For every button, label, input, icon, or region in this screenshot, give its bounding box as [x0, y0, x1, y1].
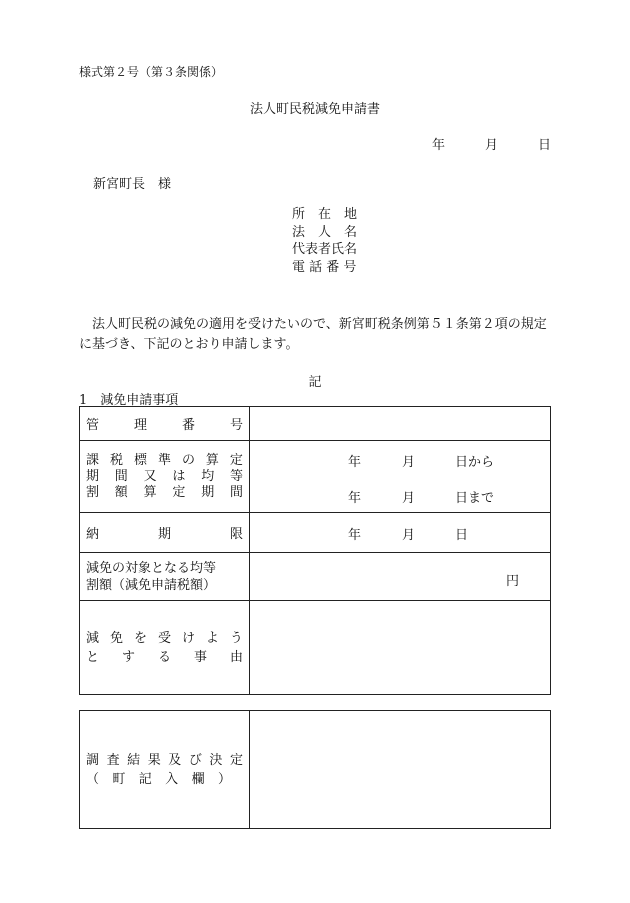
date-year-label: 年	[432, 138, 446, 153]
label-char: と	[86, 649, 100, 665]
due-date-field[interactable]	[250, 513, 551, 553]
section-1-title: 1 減免申請事項	[79, 393, 179, 408]
label-char: る	[157, 649, 171, 665]
label-char: 由	[229, 649, 243, 665]
label-char: 準	[157, 452, 171, 468]
label-char: 額	[114, 484, 128, 500]
label-char: 割	[86, 484, 100, 500]
period-from-year: 年	[348, 455, 362, 470]
ki-heading: 記	[308, 375, 322, 390]
label-char: 事	[193, 649, 207, 665]
exemption-application-table	[79, 406, 551, 695]
label-char: 減	[86, 630, 100, 646]
form-number: 様式第２号（第３条関係）	[79, 65, 224, 79]
label-char: 又	[143, 468, 157, 484]
label-char: 算	[143, 484, 157, 500]
period-to-month: 月	[402, 491, 416, 506]
label-char: を	[133, 630, 147, 646]
label-char: 結	[127, 752, 141, 768]
amount-label-line2: 割額（減免申請税額）	[86, 577, 217, 593]
date-month-label: 月	[485, 138, 499, 153]
applicant-address-label: 所 在 地	[292, 207, 358, 222]
date-day-label: 日	[538, 138, 552, 153]
management-number-label	[80, 407, 250, 441]
label-char: の	[181, 452, 195, 468]
label-char: 期	[157, 527, 171, 542]
label-char: 算	[205, 452, 219, 468]
document-title: 法人町民税減免申請書	[249, 102, 380, 117]
table-row-due-date	[80, 513, 551, 553]
label-char: 定	[229, 452, 243, 468]
label-char: 限	[229, 527, 243, 542]
tax-period-label	[80, 441, 250, 513]
applicant-fields	[292, 206, 357, 276]
label-char: 標	[133, 452, 147, 468]
label-char: は	[172, 468, 186, 484]
table-row-reason	[80, 601, 551, 695]
label-char: 号	[229, 418, 243, 433]
period-from-month: 月	[402, 455, 416, 470]
reason-field[interactable]	[250, 601, 551, 695]
label-char: 免	[109, 630, 123, 646]
label-char: 理	[133, 418, 147, 433]
investigation-result-table	[79, 710, 551, 829]
label-char: 果	[147, 752, 161, 768]
label-char: ）	[217, 771, 231, 787]
label-char: 欄	[191, 771, 205, 787]
label-char: 町	[112, 771, 126, 787]
label-char: 定	[229, 752, 243, 768]
label-char: 及	[168, 752, 182, 768]
table-row-investigation	[80, 711, 551, 829]
due-day: 日	[455, 528, 469, 543]
period-from-day: 日から	[455, 455, 495, 470]
reason-label	[80, 601, 250, 695]
label-char: 受	[157, 630, 171, 646]
table-row-tax-period	[80, 441, 551, 513]
label-char: け	[181, 630, 195, 646]
period-to-day: 日まで	[455, 491, 495, 506]
label-char: 定	[172, 484, 186, 500]
management-number-field[interactable]	[250, 407, 551, 441]
period-to-year: 年	[348, 491, 362, 506]
label-char: う	[229, 630, 243, 646]
label-char: 決	[209, 752, 223, 768]
due-date-label	[80, 513, 250, 553]
label-char: 番	[181, 418, 195, 433]
tax-period-field[interactable]	[250, 441, 551, 513]
investigation-field[interactable]	[250, 711, 551, 829]
label-char: 管	[86, 418, 100, 433]
label-char: 納	[86, 527, 100, 542]
label-char: す	[121, 649, 135, 665]
label-char: （	[86, 771, 100, 787]
applicant-phone-label: 電 話 番 号	[292, 259, 357, 275]
applicant-representative-label: 代表者氏名	[292, 242, 358, 257]
label-char: 間	[114, 468, 128, 484]
amount-label	[80, 553, 250, 601]
label-char: び	[188, 752, 202, 768]
addressee: 新宮町長 様	[93, 177, 172, 192]
table-row-amount	[80, 553, 551, 601]
applicant-corp-name-label: 法 人 名	[292, 224, 358, 240]
label-char: 期	[201, 484, 215, 500]
amount-field[interactable]	[250, 553, 551, 601]
yen-unit: 円	[506, 574, 520, 589]
label-char: 入	[165, 771, 179, 787]
due-year: 年	[348, 528, 362, 543]
label-char: 均	[201, 468, 215, 484]
label-char: 査	[106, 752, 120, 768]
label-char: 間	[229, 484, 243, 500]
label-char: 等	[229, 468, 243, 484]
application-statement: 法人町民税の減免の適用を受けたいので、新宮町税条例第５１条第２項の規定に基づき、下記のとおり申請します。	[79, 317, 547, 352]
label-char: 記	[138, 771, 152, 787]
label-char: 期	[86, 468, 100, 484]
amount-label-line1: 減免の対象となる均等	[86, 560, 217, 576]
investigation-label	[80, 711, 250, 829]
table-row-management-number	[80, 407, 551, 441]
label-char: 調	[86, 752, 100, 768]
label-char: 課	[86, 452, 100, 468]
label-char: よ	[205, 630, 219, 646]
due-month: 月	[402, 528, 416, 543]
label-char: 税	[109, 452, 123, 468]
